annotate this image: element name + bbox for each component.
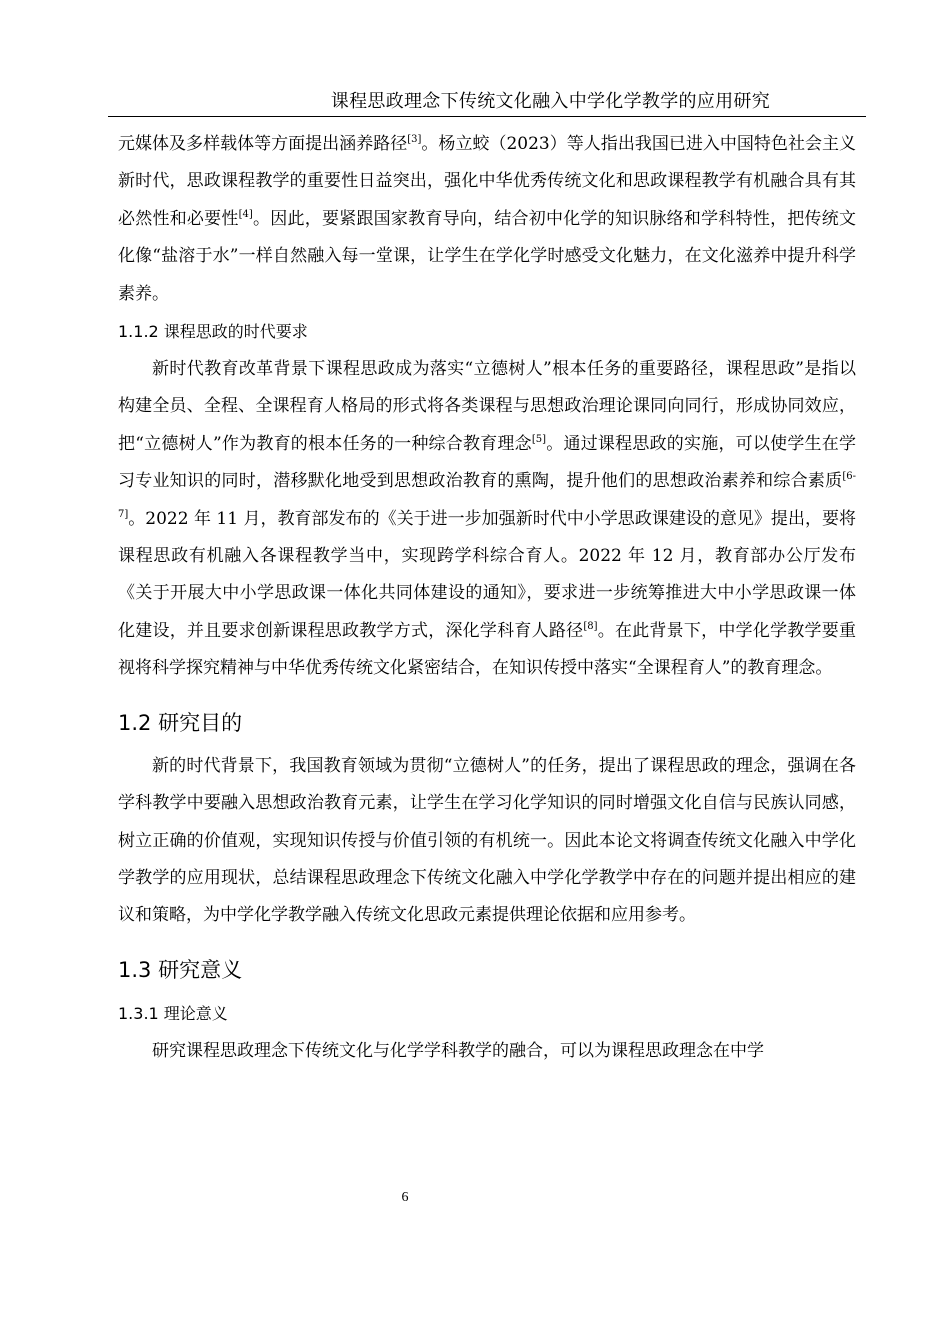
- paragraph-era-requirements: [118, 351, 856, 688]
- heading-1-3-1: 1.3.1 理论意义: [118, 1003, 228, 1023]
- text-run: 。因此，要紧跟国家教育导向，结合初中化学的知识脉络和学科特性，把传统文化像“盐溶于水”一样自然融入每一堂课，让学生在学化学时感受文化魅力，在文化滋养中提升科学素养。: [118, 208, 857, 304]
- paragraph-research-purpose: 新的时代背景下，我国教育领域为贯彻“立德树人”的任务，提出了课程思政的理念，强调在各学科教学中要融入思想政治教育元素，让学生在学习化学知识的同时增强文化自信与民族认同感，树立正确的价值观，实现知识传授与价值引领的有机统一。因此本论文将调查传统文化融入中学化学教学的应用现状，总结课程思政理念下传统文化融入中学化学教学中存在的问题并提出相应的建议和策略，为中学化学教学融入传统文化思政元素提供理论依据和应用参考。: [118, 755, 856, 926]
- running-header-title: 课程思政理念下传统文化融入中学化学教学的应用研究: [330, 91, 770, 112]
- heading-1-3: 1.3 研究意义: [118, 957, 243, 982]
- page-body: [118, 126, 856, 1070]
- heading-1-1-2: 1.1.2 课程思政的时代要求: [118, 322, 308, 342]
- text-run: 。杨立蛟（2023）等人指出我国已进入中国特色社会主义新时代，思政课程教学的重要性日益突出，强化中华优秀传统文化和思政课程教学有机融合具有其必然性和必要性: [118, 134, 856, 229]
- text-run: 新时代教育改革背景下课程思政成为落实“立德树人”根本任务的重要路径，课程思政”是指以构建全员、全程、全课程育人格局的形式将各类课程与思想政治理论课同向同行，形成协同效应，把“立德树人”作为教育的根本任务的一种综合教育理念: [118, 359, 856, 454]
- citation-ref: [8]: [583, 620, 598, 632]
- paragraph-theoretical-significance: 研究课程思政理念下传统文化与化学学科教学的融合，可以为课程思政理念在中学: [152, 1040, 764, 1061]
- page-number: 6: [401, 1190, 409, 1205]
- citation-ref: [3]: [407, 134, 422, 145]
- citation-ref: [4]: [238, 208, 253, 220]
- paragraph-continued: [118, 126, 856, 313]
- text-run: 元媒体及多样载体等方面提出涵养路径: [118, 134, 408, 154]
- text-run: 。通过课程思政的实施，可以使学生在学习专业知识的同时，潜移默化地受到思想政治教育的熏陶，提升他们的思想政治素养和综合素质: [118, 433, 856, 492]
- text-run: 。2022 年 11 月，教育部发布的《关于进一步加强新时代中小学思政课建设的意见》提出，要将课程思政有机融入各课程教学当中，实现跨学科综合育人。2022 年 12 月，教育部办公厅发布《关于开展大中小学思政课一体化共同体建设的通知》，要求进一步统筹推进大中小学思政课一体化建设，并且要求创新课程思政教学方式，深化学科育人路径: [118, 508, 856, 641]
- running-header: [108, 90, 866, 117]
- text-run: 。在此背景下，中学化学教学要重视将科学探究精神与中华优秀传统文化紧密结合，在知识传授中落实“全课程育人”的教育理念。: [118, 620, 857, 679]
- citation-ref: [5]: [531, 433, 547, 445]
- citation-ref: [6-7]: [118, 471, 856, 520]
- heading-1-2: 1.2 研究目的: [118, 710, 243, 735]
